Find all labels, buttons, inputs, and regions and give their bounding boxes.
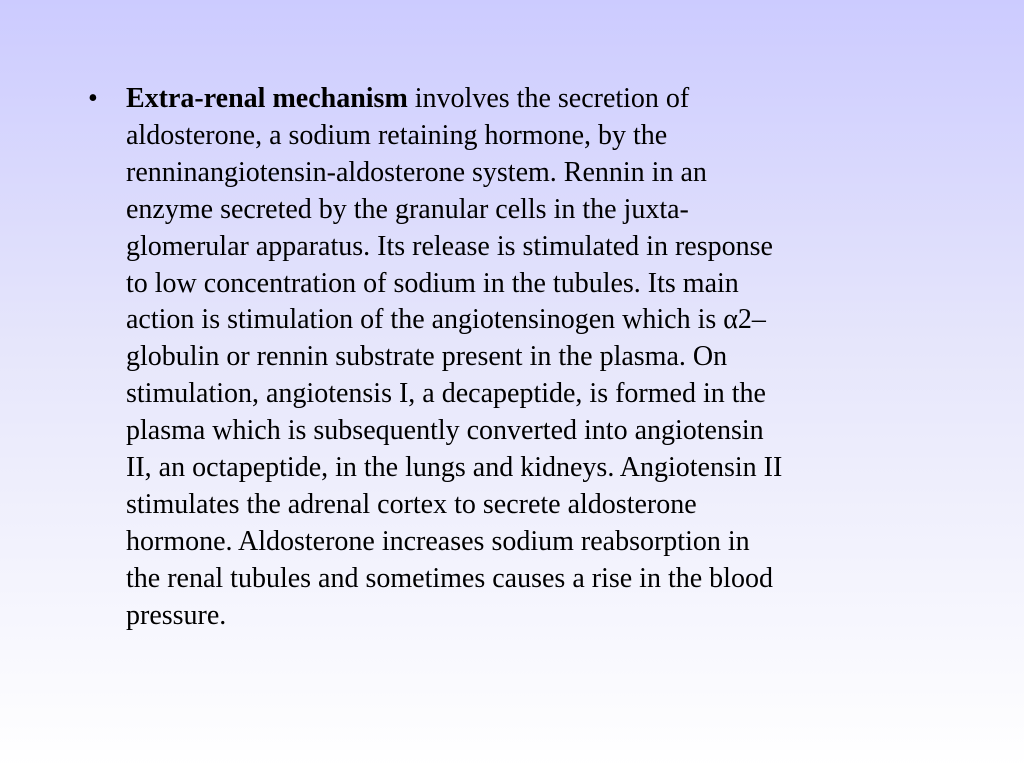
bullet-text-line: plasma which is subsequently converted into angiotensin: [126, 415, 764, 447]
bullet-marker: •: [88, 83, 98, 114]
bullet-item: [88, 81, 948, 635]
bullet-text-line: action is stimulation of the angiotensinogen which is α2–: [126, 304, 766, 336]
bullet-text-line: stimulation, angiotensis I, a decapeptide, is formed in the: [126, 378, 766, 410]
bullet-text-line: the renal tubules and sometimes causes a rise in the blood: [126, 562, 773, 594]
bullet-text-line: pressure.: [126, 599, 227, 631]
bullet-list: [88, 81, 948, 635]
bullet-text-line: enzyme secreted by the granular cells in the juxta-: [126, 193, 689, 225]
bullet-text-line: glomerular apparatus. Its release is stimulated in response: [126, 230, 773, 262]
bullet-text-line: aldosterone, a sodium retaining hormone, by the: [126, 119, 668, 151]
bullet-text-line: II, an octapeptide, in the lungs and kidneys. Angiotensin II: [126, 452, 783, 484]
bullet-text-line: hormone. Aldosterone increases sodium reabsorption in: [126, 525, 750, 557]
bullet-text-line: to low concentration of sodium in the tubules. Its main: [126, 267, 739, 299]
bullet-text-line: stimulates the adrenal cortex to secrete aldosterone: [126, 488, 697, 520]
bullet-bold-lead: Extra-renal mechanism: [126, 83, 408, 114]
bullet-text-line: globulin or rennin substrate present in the plasma. On: [126, 341, 728, 373]
bullet-text-line: involves the secretion of: [414, 83, 690, 114]
bullet-text-line: renninangiotensin-aldosterone system. Rennin in an: [126, 156, 707, 188]
